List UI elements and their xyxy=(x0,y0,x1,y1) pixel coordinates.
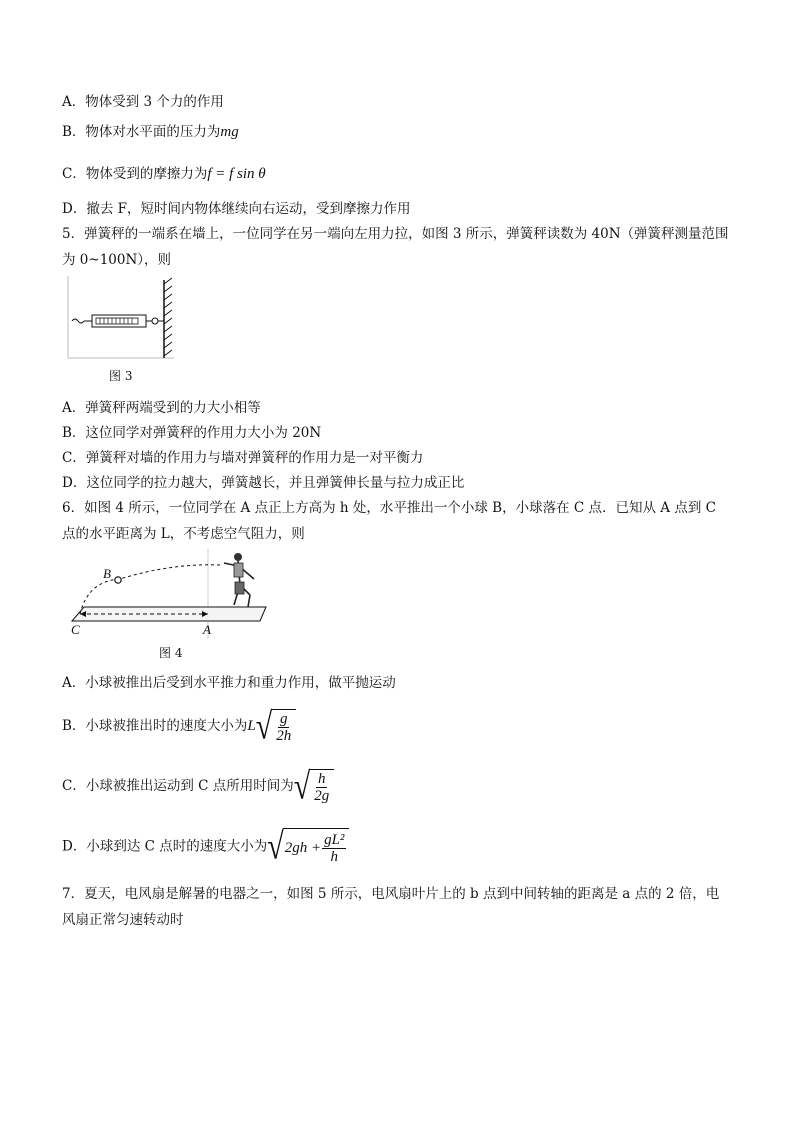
q6-option-c-numerator: h xyxy=(317,771,326,787)
q6-option-d xyxy=(62,825,349,867)
q6-option-b-numerator: g xyxy=(279,711,288,727)
q6-option-d-sqrt: √ 2gh + $\frac{\text{gL²}}{h}$ xyxy=(267,828,349,866)
figure-4-label-c: C xyxy=(71,622,80,637)
q4-option-a: A．物体受到 3 个力的作用 xyxy=(62,94,224,110)
q4-option-b-math: mg xyxy=(220,124,239,140)
q6-option-a: A．小球被推出后受到水平推力和重力作用，做平抛运动 xyxy=(62,675,396,691)
q6-option-d-text: D．小球到达 C 点时的速度大小为 xyxy=(62,838,268,855)
q5-option-d: D．这位同学的拉力越大，弹簧越长，并且弹簧伸长量与拉力成正比 xyxy=(62,475,465,491)
q6-option-c-text: C．小球被推出运动到 C 点所用时间为 xyxy=(62,778,294,794)
q6-option-d-denominator: h xyxy=(330,848,339,865)
q5-option-b: B．这位同学对弹簧秤的作用力大小为 20N xyxy=(62,425,322,441)
q5-option-a: A．弹簧秤两端受到的力大小相等 xyxy=(62,400,261,416)
q6-option-b-denominator: 2h xyxy=(276,728,292,744)
q6-option-b-sqrt: √ $\frac{g}{2h}$ xyxy=(256,709,296,744)
q4-option-c-text: C．物体受到的摩擦力为 xyxy=(62,166,208,182)
figure-4-projectile xyxy=(62,549,272,641)
q6-option-c-sqrt: √ $\frac{h}{2g}$ xyxy=(294,769,334,804)
q4-option-c-math: f = f sin θ xyxy=(207,166,266,182)
q6-option-c-denominator: 2g xyxy=(314,788,330,804)
figure-3-caption: 图 3 xyxy=(109,369,133,383)
q4-option-c xyxy=(62,164,266,184)
figure-4-label-b: B xyxy=(103,566,111,581)
q6-option-b-l: L xyxy=(247,718,256,734)
q6-option-d-numerator: gL² xyxy=(324,831,345,848)
q6-option-b xyxy=(62,705,296,747)
q5-stem: 5．弹簧秤的一端系在墙上，一位同学在另一端向左用力拉，如图 3 所示，弹簧秤读数为 40N（弹簧秤测量范围为 0~100N），则 xyxy=(62,226,729,268)
figure-4-label-a: A xyxy=(203,622,211,637)
q6-stem: 6．如图 4 所示，一位同学在 A 点正上方高为 h 处，水平推出一个小球 B，小球落在 C 点．已知从 A 点到 C 点的水平距离为 L，不考虑空气阻力，则 xyxy=(62,500,716,542)
q4-option-b xyxy=(62,122,239,142)
q6-option-d-term: 2gh + xyxy=(284,840,322,856)
q7-stem: 7．夏天，电风扇是解暑的电器之一，如图 5 所示，电风扇叶片上的 b 点到中间转轴的距离是 a 点的 2 倍，电风扇正常匀速转动时 xyxy=(62,886,720,928)
q4-option-b-text: B．物体对水平面的压力为 xyxy=(62,124,221,140)
figure-4-caption: 图 4 xyxy=(159,646,183,660)
q5-option-c: C．弹簧秤对墙的作用力与墙对弹簧秤的作用力是一对平衡力 xyxy=(62,450,424,466)
figure-3-spring-scale xyxy=(62,276,180,362)
q4-option-d: D．撤去 F，短时间内物体继续向右运动，受到摩擦力作用 xyxy=(62,201,411,217)
q6-option-b-text: B．小球被推出时的速度大小为 xyxy=(62,718,248,734)
q6-option-c xyxy=(62,765,334,807)
